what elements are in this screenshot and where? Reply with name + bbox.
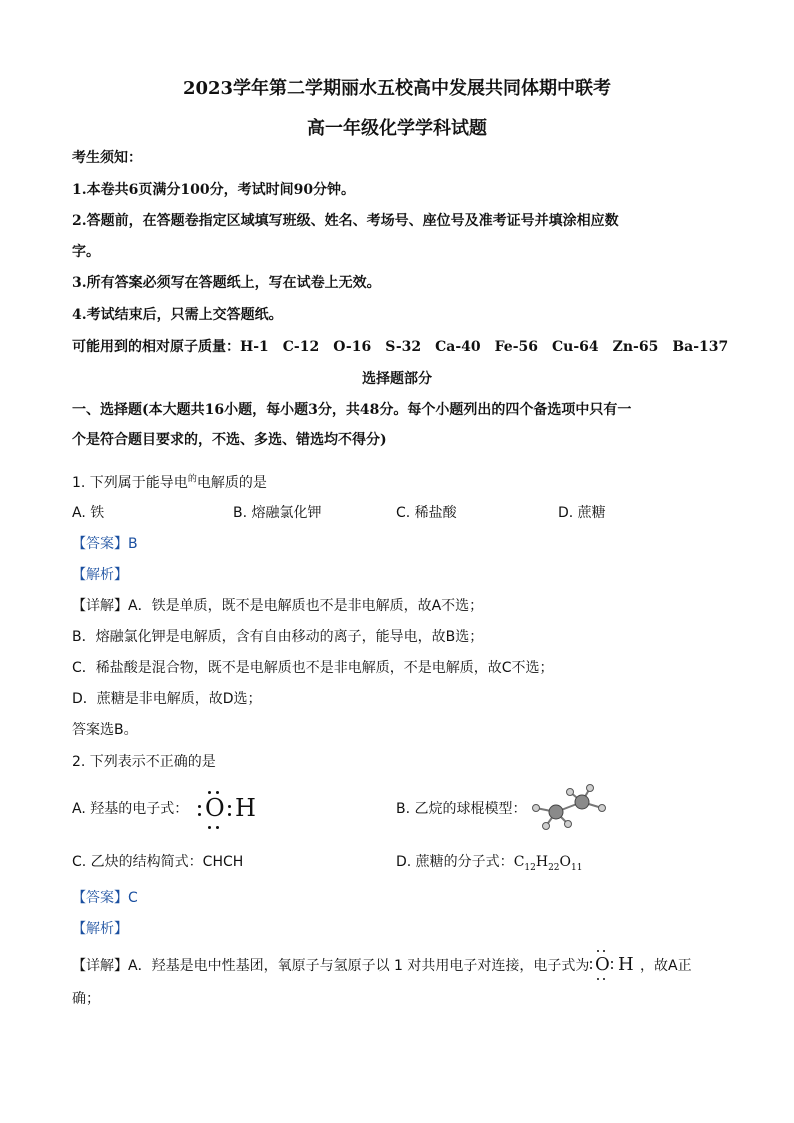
formula-h: H (618, 954, 634, 975)
q2-detail-line2: 确； (72, 991, 100, 1007)
q2-option-d-label (396, 852, 582, 878)
electron-dot (611, 967, 613, 969)
page-title: 2023学年第二学期丽水五校高中发展共同体期中联考 (182, 78, 612, 99)
electron-dot (198, 813, 201, 816)
page-subtitle: 高一年级化学学科试题 (307, 118, 487, 139)
electron-dot (216, 826, 219, 829)
notice-item-4: 4.考试结束后，只需上交答题纸。 (72, 307, 283, 323)
section-instruction-2: 个是符合题目要求的，不选、多选、错选均不得分) (72, 432, 387, 448)
atomic-masses: 可能用到的相对原子质量：H-1 C-12 O-16 S-32 Ca-40 Fe-56 Cu-64 Zn-65 Ba-137 (72, 339, 729, 355)
section-name: 选择题部分 (362, 371, 432, 387)
electron-dot (208, 826, 211, 829)
hydroxyl-electron-formula-inline (590, 948, 638, 982)
q2-analysis: 【解析】 (72, 921, 128, 937)
q1-option-b: B. 熔融氯化钾 (233, 505, 322, 521)
q1-conclusion: 答案选B。 (72, 722, 138, 738)
formula-c: C (513, 854, 525, 870)
section-instruction-1: 一、选择题(本大题共16小题，每小题3分，共48分。每个小题列出的四个备选项中只有一 (72, 402, 632, 418)
electron-dot (597, 950, 599, 952)
q1-stem (72, 469, 267, 493)
q2-option-b-label: B. 乙烷的球棍模型： (396, 801, 527, 817)
q1-detail-d: D．蔗糖是非电解质，故D选； (72, 691, 262, 707)
electron-dot (603, 950, 605, 952)
electron-dot (208, 791, 211, 794)
q2-detail-line1-end: ，故A正 (640, 958, 692, 974)
notice-heading: 考生须知： (72, 150, 142, 166)
q2-answer: 【答案】C (72, 890, 138, 906)
notice-item-2: 2.答题前，在答题卷指定区域填写班级、姓名、考场号、座位号及准考证号并填涂相应数 (72, 213, 619, 229)
electron-dot (597, 978, 599, 980)
ethane-ball-stick-model (524, 782, 614, 834)
hydroxyl-electron-formula (197, 788, 261, 832)
electron-dot (603, 978, 605, 980)
q1-option-d: D. 蔗糖 (558, 505, 606, 521)
formula-o: O (205, 794, 225, 822)
formula-o: O (595, 954, 610, 975)
q2-stem: 2. 下列表示不正确的是 (72, 754, 216, 770)
notice-item-1: 1.本卷共6页满分100分，考试时间90分钟。 (72, 182, 356, 198)
q2-option-a-label: A. 羟基的电子式： (72, 801, 189, 817)
q2-detail-text: 【详解】A．羟基是电中性基团，氧原子与氢原子以 1 对共用电子对连接，电子式为 (72, 958, 590, 974)
electron-dot (611, 961, 613, 963)
q1-stem-glyph: 的 (187, 474, 197, 484)
q1-detail-a: 【详解】A．铁是单质，既不是电解质也不是非电解质，故A不选； (72, 598, 484, 614)
q2-option-c: C. 乙炔的结构简式：CHCH (72, 854, 244, 870)
electron-dot (590, 961, 592, 963)
q1-answer: 【答案】B (72, 536, 138, 552)
q1-detail-c: C．稀盐酸是混合物，既不是电解质也不是非电解质，不是电解质，故C不选； (72, 660, 554, 676)
formula-h: H (235, 794, 256, 822)
q1-option-c: C. 稀盐酸 (396, 505, 457, 521)
formula-o: O (559, 854, 572, 870)
electron-dot (590, 967, 592, 969)
q1-option-a: A. 铁 (72, 505, 105, 521)
formula-h: H (535, 854, 549, 870)
q2-option-d-text: D. 蔗糖的分子式： (396, 854, 514, 870)
q2-detail-line1 (72, 956, 589, 976)
q1-stem-text: 1. 下列属于能导电$^的$电解质的是 (72, 474, 267, 491)
formula-o-count: 11 (571, 862, 583, 873)
formula-h-count: 22 (548, 862, 560, 873)
notice-item-2-cont: 字。 (72, 244, 100, 260)
q1-analysis: 【解析】 (72, 567, 128, 583)
electron-dot (216, 791, 219, 794)
electron-dot (228, 805, 231, 808)
q1-detail-b: B．熔融氯化钾是电解质，含有自由移动的离子，能导电，故B选； (72, 629, 484, 645)
electron-dot (198, 805, 201, 808)
notice-item-3: 3.所有答案必须写在答题纸上，写在试卷上无效。 (72, 275, 381, 291)
formula-c-count: 12 (524, 862, 536, 873)
sucrose-formula (513, 854, 583, 873)
electron-dot (228, 813, 231, 816)
